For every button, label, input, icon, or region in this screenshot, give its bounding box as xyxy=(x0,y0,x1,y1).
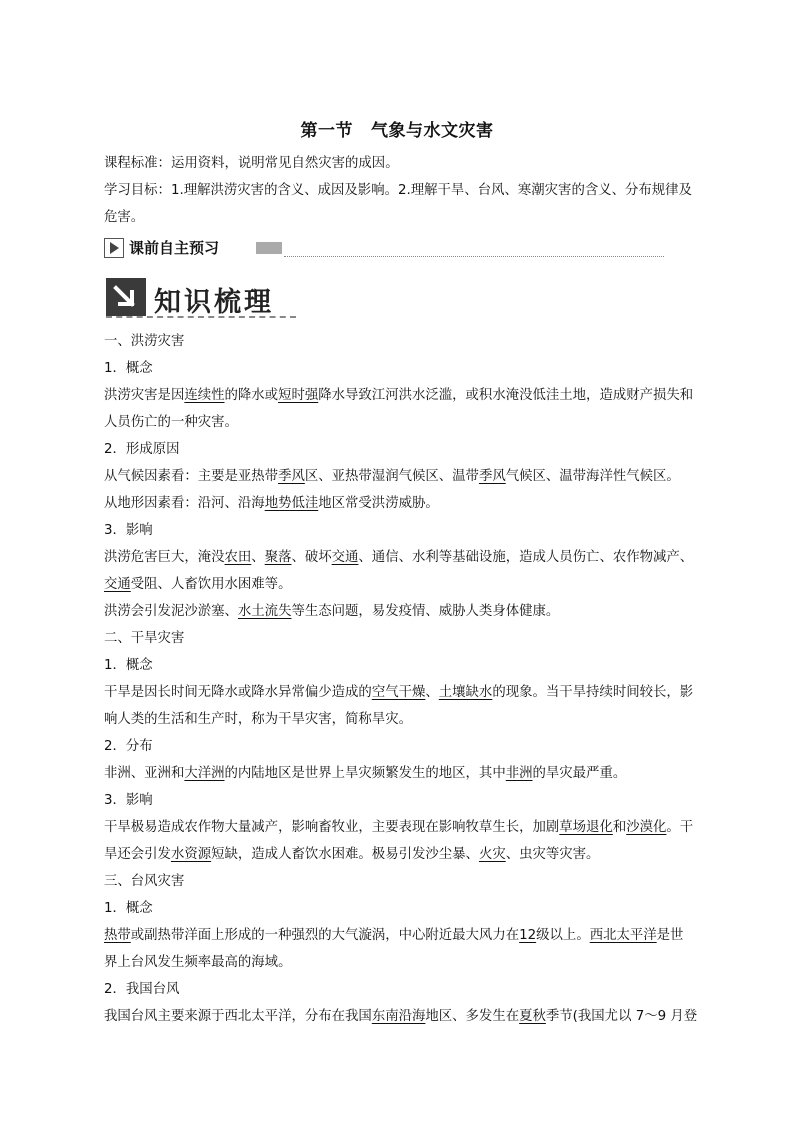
paragraph-line: 响人类的生活和生产时，称为干旱灾害，简称旱灾。 xyxy=(104,712,412,727)
section-heading-drought: 二、干旱灾害 xyxy=(104,631,185,646)
paragraph-line: 热带或副热带洋面上形成的一种强烈的大气漩涡，中心附近最大风力在12级以上。西北太平洋是世 xyxy=(104,928,684,943)
learning-goals-line2: 危害。 xyxy=(104,210,145,225)
paragraph-line: 我国台风主要来源于西北太平洋，分布在我国东南沿海地区、多发生在夏秋季节(我国尤以 7～9 月登 xyxy=(104,1009,698,1024)
section-heading-flood: 一、洪涝灾害 xyxy=(104,334,185,349)
paragraph-line: 干旱极易造成农作物大量减产，影响畜牧业，主要表现在影响牧草生长，加剧草场退化和沙漠化。干 xyxy=(104,820,694,835)
title-topic: 气象与水文灾害 xyxy=(371,121,494,141)
subheading-causes: 2．形成原因 xyxy=(104,442,180,457)
section-heading-typhoon: 三、台风灾害 xyxy=(104,874,185,889)
knowledge-dashed-rule xyxy=(106,316,296,318)
preview-banner xyxy=(104,236,664,260)
learning-goals-line1: 学习目标：1.理解洪涝灾害的含义、成因及影响。2.理解干旱、台风、寒潮灾害的含义、分布规律及 xyxy=(104,183,692,198)
paragraph-line: 人员伤亡的一种灾害。 xyxy=(104,415,238,430)
subheading-impact: 3．影响 xyxy=(104,793,153,808)
subheading-concept: 1．概念 xyxy=(104,658,153,673)
title-section-number: 第一节 xyxy=(300,121,353,141)
knowledge-heading: 知识梳理 xyxy=(154,287,274,318)
paragraph-line: 洪涝危害巨大，淹没农田、聚落、破坏交通、通信、水利等基础设施，造成人员伤亡、农作物减产、 xyxy=(104,550,694,565)
knowledge-header xyxy=(106,276,296,320)
intro-block xyxy=(104,150,718,231)
subheading-distribution: 2．分布 xyxy=(104,739,153,754)
paragraph-line: 从地形因素看：沿河、沿海地势低洼地区常受洪涝威胁。 xyxy=(104,496,439,511)
paragraph-line: 交通受阻、人畜饮用水困难等。 xyxy=(104,577,292,592)
paragraph-line: 洪涝会引发泥沙淤塞、水土流失等生态问题，易发疫情、威胁人类身体健康。 xyxy=(104,604,560,619)
arrow-icon xyxy=(106,278,146,316)
paragraph-line: 非洲、亚洲和大洋洲的内陆地区是世界上旱灾频繁发生的地区，其中非洲的旱灾最严重。 xyxy=(104,766,627,781)
banner-dotted-rule xyxy=(284,256,664,257)
subheading-china-typhoon: 2．我国台风 xyxy=(104,982,180,997)
paragraph-line: 洪涝灾害是因连续性的降水或短时强降水导致江河洪水泛滥，或积水淹没低洼土地，造成财产损失和 xyxy=(104,388,694,403)
subheading-concept: 1．概念 xyxy=(104,901,153,916)
banner-label: 课前自主预习 xyxy=(129,239,220,257)
page-title xyxy=(0,116,794,141)
subheading-impact: 3．影响 xyxy=(104,523,153,538)
course-standard: 课程标准：运用资料，说明常见自然灾害的成因。 xyxy=(104,156,399,171)
paragraph-line: 从气候因素看：主要是亚热带季风区、亚热带湿润气候区、温带季风气候区、温带海洋性气候区。 xyxy=(104,469,680,484)
subheading-concept: 1．概念 xyxy=(104,361,153,376)
play-arrow-icon xyxy=(104,238,124,258)
paragraph-line: 界上台风发生频率最高的海域。 xyxy=(104,955,292,970)
body-text xyxy=(104,328,718,1030)
paragraph-line: 旱还会引发水资源短缺，造成人畜饮水困难。极易引发沙尘暴、火灾、虫灾等灾害。 xyxy=(104,847,600,862)
paragraph-line: 干旱是因长时间无降水或降水异常偏少造成的空气干燥、土壤缺水的现象。当干旱持续时间较长，影 xyxy=(104,685,694,700)
banner-decoration xyxy=(256,242,282,254)
